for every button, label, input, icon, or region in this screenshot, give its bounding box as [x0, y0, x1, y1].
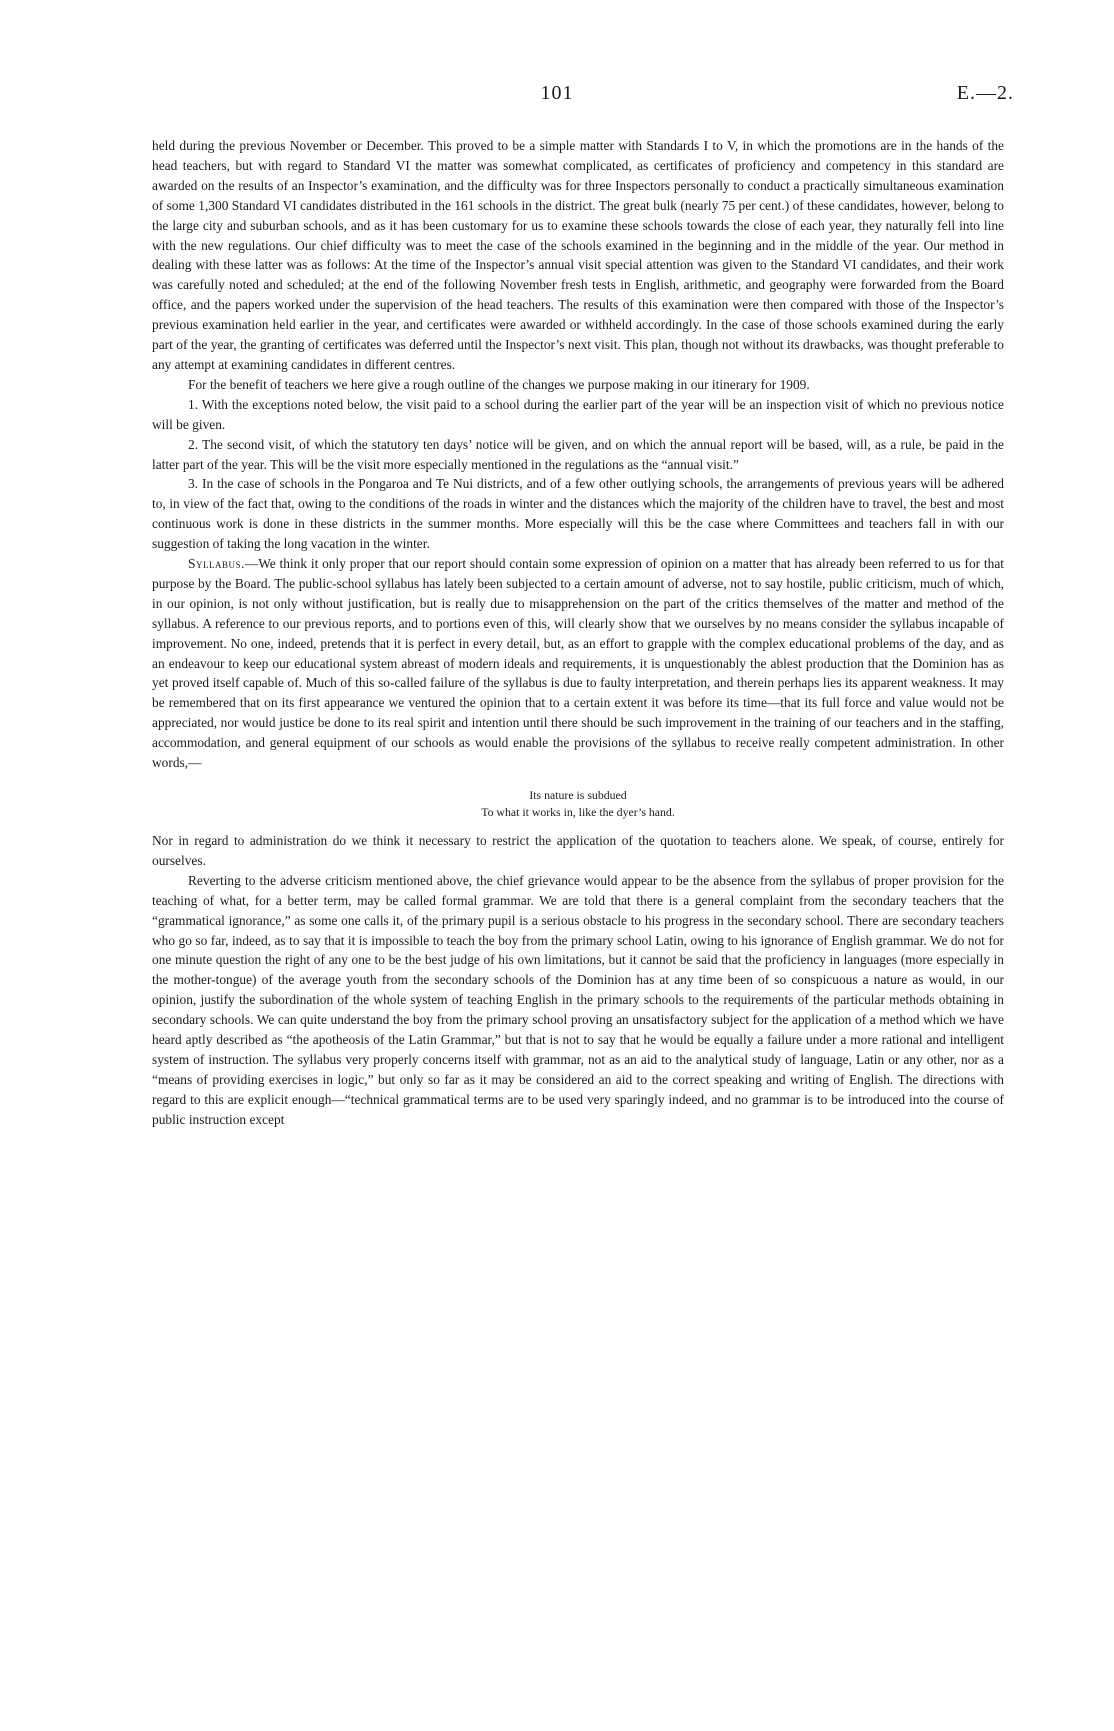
- page-header: [0, 82, 1114, 112]
- paragraph-item-3: 3. In the case of schools in the Pongaroa and Te Nui districts, and of a few other outlying schools, the arrangements of previous years will be adhered to, in view of the fact that, owing to the conditions of the roads in winter and the distances which the majority of the children have to travel, the best and most continuous work is done in these districts in the summer months. More especially will this be the case where Committees and teachers fall in with our suggestion of taking the long vacation in the winter.: [152, 476, 1004, 552]
- block-quote: [152, 787, 1004, 821]
- paragraph-administration: Nor in regard to administration do we think it necessary to restrict the application of the quotation to teachers alone. We speak, of course, entirely for ourselves.: [152, 833, 1004, 868]
- report-body: [152, 136, 1004, 1130]
- section-heading-syllabus: Syllabus.: [188, 556, 245, 572]
- syllabus-text: —We think it only proper that our report should contain some expression of opinion on a matter that has already been referred to us for that purpose by the Board. The public-school syllabus has lately been subjected to a certain amount of adverse, not to say hostile, public criticism, much of which, in our opinion, is not only without justification, but is really due to misapprehension on the part of the critics themselves of the matter and method of the syllabus. A reference to our previous reports, and to portions even of this, will clearly show that we ourselves by no means consider the syllabus incapable of improvement. No one, indeed, pretends that it is perfect in every detail, but, as an effort to grapple with the complex educational problems of the day, and as an endeavour to keep our educational system abreast of modern ideals and requirements, it is unquestionably the ablest production that the Dominion has as yet proved itself capable of. Much of this so-called failure of the syllabus is due to faulty interpretation, and therein perhaps lies its apparent weakness. It may be remembered that on its first appearance we ventured the opinion that to a certain extent it was before its time—that its full force and value would not be appreciated, nor would justice be done to its real spirit and intention until there should be such improvement in the training of our teachers and in the staffing, accommodation, and general equipment of our schools as would enable the provisions of the syllabus to receive really competent administration. In other words,—: [152, 556, 1004, 771]
- paragraph-syllabus: [152, 554, 1004, 773]
- paragraph-grammar-criticism: Reverting to the adverse criticism mentioned above, the chief grievance would appear to be the absence from the syllabus of proper provision for the teaching of what, for a better term, may be called formal grammar. We are told that there is a general complaint from the secondary teachers that the “grammatical ignorance,” as some one calls it, of the primary pupil is a serious obstacle to his progress in the secondary school. There are secondary teachers who go so far, indeed, as to say that it is impossible to teach the boy from the primary school Latin, owing to his ignorance of English grammar. We do not for one minute question the right of any one to be the best judge of his own limitations, but it cannot be said that the proficiency in languages (more especially in the mother-tongue) of the average youth from the secondary schools of the Dominion has at any time been of so conspicuous a nature as would, in our opinion, justify the subordination of the whole system of teaching English in the primary schools to the requirements of the particular methods obtaining in secondary schools. We can quite understand the boy from the primary school proving an unsatisfactory subject for the application of a method which we have heard aptly described as “the apotheosis of the Latin Grammar,” but that is not to say that he would be equally a failure under a more rational and intelligent system of instruction. The syllabus very properly concerns itself with grammar, not as an aid to the analytical study of language, Latin or any other, nor as a “means of providing exercises in logic,” but only so far as it may be considered an aid to the correct speaking and writing of English. The directions with regard to this are explicit enough—“technical grammatical terms are to be used very sparingly indeed, and no grammar is to be introduced into the course of public instruction except: [152, 872, 1004, 1127]
- paragraph-item-2: 2. The second visit, of which the statutory ten days’ notice will be given, and on which the annual report will be based, will, as a rule, be paid in the latter part of the year. This will be the visit more especially mentioned in the regulations as the “annual visit.”: [152, 436, 1004, 472]
- document-reference: E.—2.: [956, 82, 1014, 104]
- quote-line-1: Its nature is subdued: [529, 788, 627, 802]
- quote-line-2: To what it works in, like the dyer’s hand.: [481, 805, 675, 819]
- paragraph-item-1: 1. With the exceptions noted below, the visit paid to a school during the earlier part of the year will be an inspection visit of which no previous notice will be given.: [152, 396, 1004, 432]
- page-number: 101: [540, 82, 574, 104]
- paragraph-standard-vi-examination: held during the previous November or December. This proved to be a simple matter with Standards I to V, in which the promotions are in the hands of the head teachers, but with regard to Standard VI the matter was somewhat complicated, as certificates of proficiency and competency in this standard are awarded on the results of an Inspector’s examination, and the difficulty was for three Inspectors personally to conduct a practically simultaneous examination of some 1,300 Standard VI candidates distributed in the 161 schools in the district. The great bulk (nearly 75 per cent.) of these candidates, however, belong to the large city and suburban schools, and as it has been customary for us to examine these schools towards the close of each year, they naturally fell into line with the new regulations. Our chief difficulty was to meet the case of the schools examined in the beginning and in the middle of the year. Our method in dealing with these latter was as follows: At the time of the Inspector’s annual visit special attention was given to the Standard VI candidates, and their work was carefully noted and scheduled; at the end of the following November fresh tests in English, arithmetic, and geography were forwarded from the Board office, and the papers worked under the supervision of the head teachers. The results of this examination were then compared with those of the Inspector’s previous examination held earlier in the year, and certificates were awarded or withheld accordingly. In the case of those schools examined during the early part of the year, the granting of certificates was deferred until the Inspector’s next visit. This plan, though not without its drawbacks, was thought preferable to any attempt at examining candidates in different centres.: [152, 138, 1004, 372]
- paragraph-itinerary-intro: For the benefit of teachers we here give a rough outline of the changes we purpose making in our itinerary for 1909.: [188, 376, 810, 392]
